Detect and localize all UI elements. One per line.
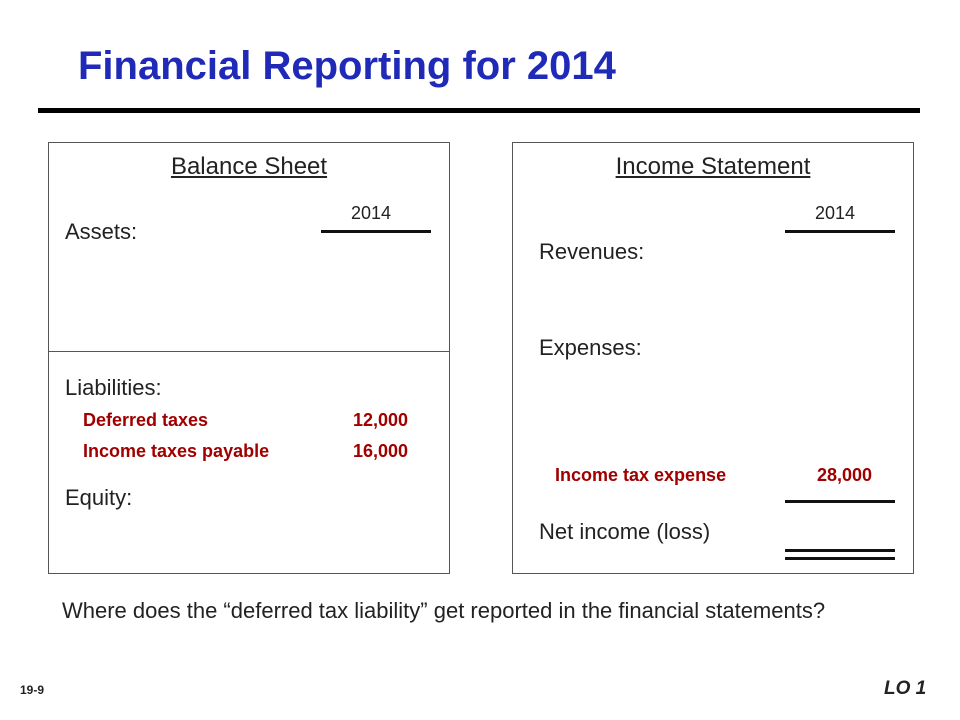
liabilities-label: Liabilities: [65, 375, 162, 400]
income-statement-year: 2014 [815, 203, 856, 223]
income-tax-expense-label: Income tax expense [555, 465, 727, 485]
balance-sheet-panel [48, 142, 450, 574]
question-text: Where does the “deferred tax liability” get reported in the financial statements? [62, 598, 826, 623]
income-taxes-payable-label: Income taxes payable [83, 441, 270, 461]
total-double-underline-bottom [785, 557, 895, 560]
net-income-label: Net income (loss) [539, 519, 711, 544]
income-statement-panel [512, 142, 914, 574]
slide-title: Financial Reporting for 2014 [78, 44, 616, 88]
year-underline [321, 230, 431, 233]
learning-objective: LO 1 [884, 678, 927, 699]
deferred-taxes-value: 12,000 [353, 410, 409, 430]
equity-label: Equity: [65, 485, 133, 510]
total-double-underline-top [785, 549, 895, 552]
expenses-label: Expenses: [539, 335, 642, 360]
title-divider [38, 108, 920, 113]
balance-sheet-heading: Balance Sheet [170, 153, 328, 180]
subtotal-underline [785, 500, 895, 503]
income-statement-heading: Income Statement [615, 153, 811, 180]
revenues-label: Revenues: [539, 239, 645, 264]
deferred-taxes-label: Deferred taxes [83, 410, 209, 430]
income-taxes-payable-value: 16,000 [353, 441, 409, 461]
assets-liabilities-divider [49, 351, 449, 352]
assets-label: Assets: [65, 219, 138, 244]
income-tax-expense-value: 28,000 [817, 465, 873, 485]
year-underline [785, 230, 895, 233]
slide-number: 19-9 [20, 683, 45, 697]
balance-sheet-year: 2014 [351, 203, 392, 223]
